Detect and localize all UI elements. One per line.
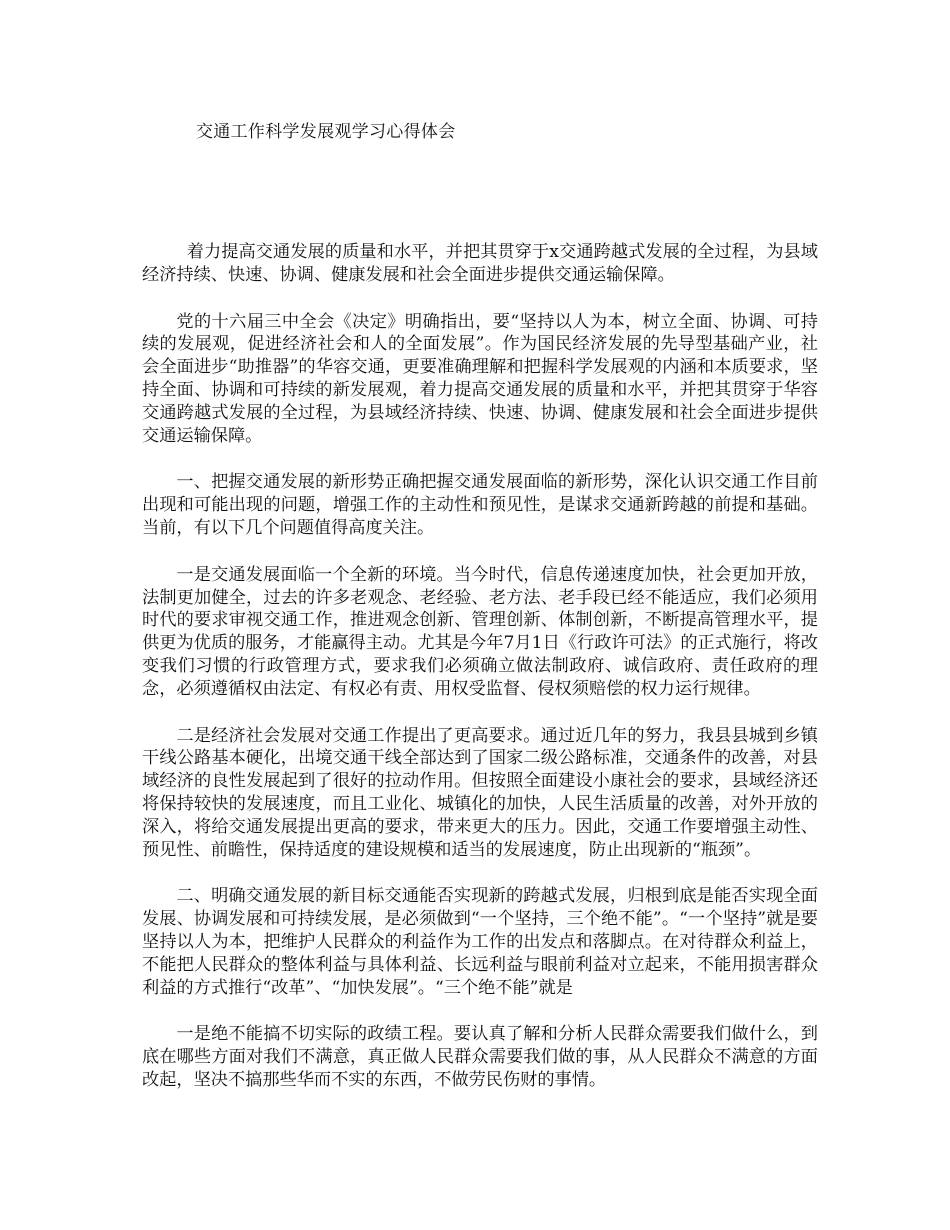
paragraph-decision: 党的十六届三中全会《决定》明确指出，要“坚持以人为本，树立全面、协调、可持续的发展观，促进经济社会和人的全面发展”。作为国民经济发展的先导型基础产业，社会全面进步“助推器”的华容交通，更要准确理解和把握科学发展观的内涵和本质要求，坚持全面、协调和可持续的新发展观，着力提高交通发展的质量和水平，并把其贯穿于华容交通跨越式发展的全过程，为县域经济持续、快速、协调、健康发展和社会全面进步提供交通运输保障。 xyxy=(142,311,818,446)
paragraph-new-environment: 一是交通发展面临一个全新的环境。当今时代，信息传递速度加快，社会更加开放，法制更加健全，过去的许多老观念、老经验、老方法、老手段已经不能适应，我们必须用时代的要求审视交通工作，推进观念创新、管理创新、体制创新，不断提高管理水平，提供更为优质的服务，才能赢得主动。尤其是今年7月1日《行政许可法》的正式施行，将改变我们习惯的行政管理方式，要求我们必须确立做法制政府、诚信政府、责任政府的理念，必须遵循权由法定、有权必有责、用权受监督、侵权须赔偿的权力运行规律。 xyxy=(142,564,818,699)
paragraph-no-vanity-projects: 一是绝不能搞不切实际的政绩工程。要认真了解和分析人民群众需要我们做什么，到底在哪些方面对我们不满意，真正做人民群众需要我们做的事，从人民群众不满意的方面改起，坚决不搞那些华而不实的东西，不做劳民伤财的事情。 xyxy=(142,1024,818,1090)
paragraph-higher-requirements: 二是经济社会发展对交通工作提出了更高要求。通过近几年的努力，我县县城到乡镇干线公路基本硬化，出境交通干线全部达到了国家二级公路标准，交通条件的改善，对县域经济的良性发展起到了很好的拉动作用。但按照全面建设小康社会的要求，县域经济还将保持较快的发展速度，而且工业化、城镇化的加快，人民生活质量的改善，对外开放的深入，将给交通发展提出更高的要求，带来更大的压力。因此，交通工作要增强主动性、预见性、前瞻性，保持适度的建设规模和适当的发展速度，防止出现新的“瓶颈”。 xyxy=(142,725,818,860)
paragraph-summary: 着力提高交通发展的质量和水平，并把其贯穿于x交通跨越式发展的全过程，为县域经济持续、快速、协调、健康发展和社会全面进步提供交通运输保障。 xyxy=(142,242,818,285)
document-body xyxy=(142,241,818,1116)
paragraph-new-situation: 一、把握交通发展的新形势正确把握交通发展面临的新形势，深化认识交通工作目前出现和可能出现的问题，增强工作的主动性和预见性，是谋求交通新跨越的前提和基础。当前，有以下几个问题值得高度关注。 xyxy=(142,472,818,538)
paragraph-new-goals: 二、明确交通发展的新目标交通能否实现新的跨越式发展，归根到底是能否实现全面发展、协调发展和可持续发展，是必须做到“一个坚持，三个绝不能”。“一个坚持”就是要坚持以人为本，把维护人民群众的利益作为工作的出发点和落脚点。在对待群众利益上，不能把人民群众的整体利益与具体利益、长远利益与眼前利益对立起来，不能用损害群众利益的方式推行“改革”、“加快发展”。“三个绝不能”就是 xyxy=(142,886,818,998)
document-title: 交通工作科学发展观学习心得体会 xyxy=(196,122,456,142)
